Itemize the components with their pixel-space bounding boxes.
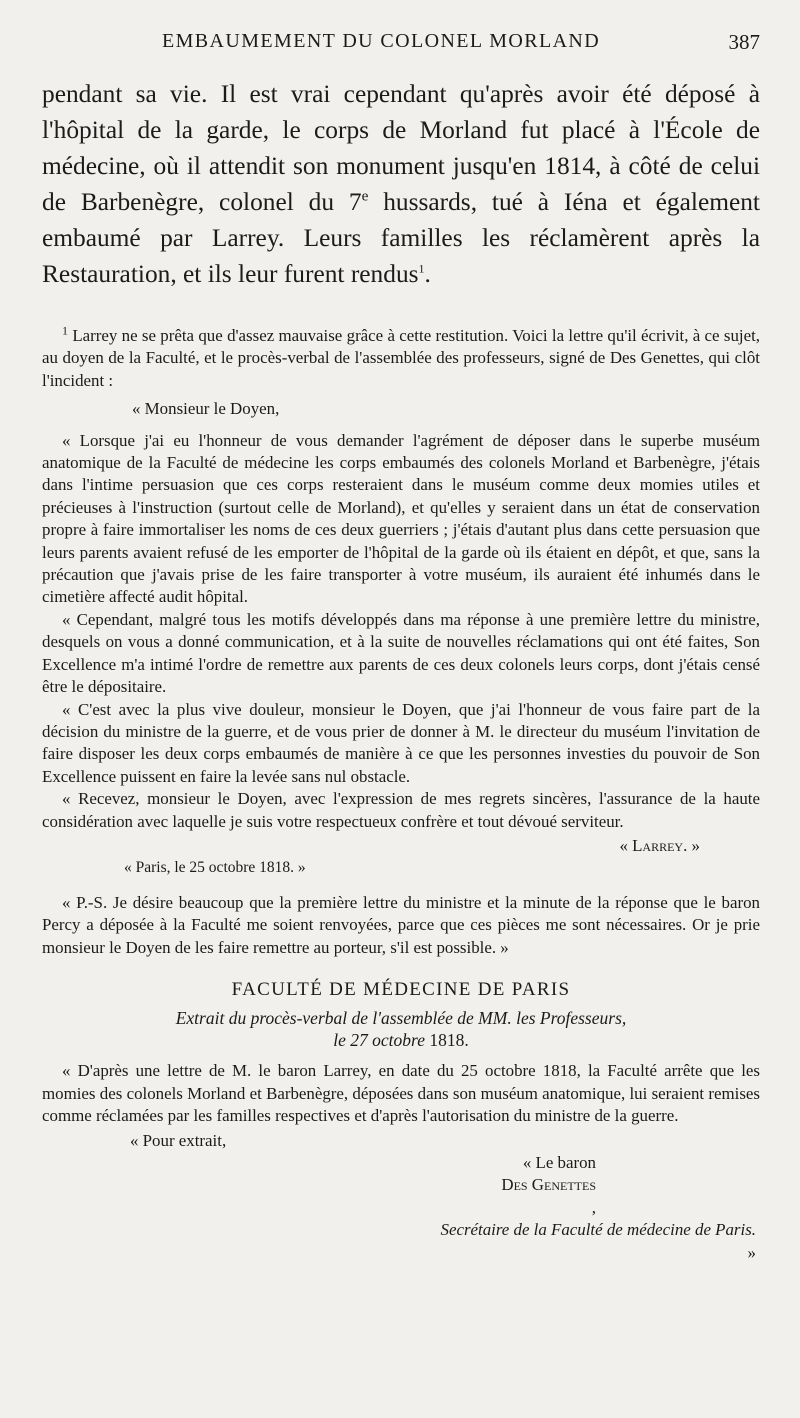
- main-text-part2: hussards, tué à Iéna et également embaumé par Larrey. Leurs familles les réclamèrent après la Restauration, et ils leur furent rendus: [42, 188, 760, 289]
- signature-name: Larrey: [632, 835, 684, 855]
- closing-title-line: [42, 1219, 756, 1264]
- extract-title-line1: Extrait du procès-verbal de l'assemblée de MM. les Professeurs,: [175, 1008, 627, 1029]
- footnote-intro-text: Larrey ne se prêta que d'assez mauvaise grâce à cette restitution. Voici la lettre qu'il écrivit, à ce sujet, au doyen de la Faculté, et le procès-verbal de l'assemblée des professeurs, signé de Des Genettes, qui clôt l'incident :: [42, 326, 760, 390]
- letter-dateline: « Paris, le 25 octobre 1818. »: [124, 859, 306, 877]
- letter-signature: [42, 835, 760, 857]
- extract-title: [42, 1007, 760, 1051]
- footnote-marker: 1: [62, 323, 68, 338]
- letter-paragraph: « Cependant, malgré tous les motifs développés dans ma réponse à une première lettre du ministre, desquels on vous a donné communication, et à la suite de nouvelles réclamations qui ont été faites, Son Excellence m'a intimé l'ordre de remettre aux parents de ces deux colonels leurs corps, dont j'étais censé être le dépositaire.: [42, 609, 760, 697]
- closing-signature: [42, 1152, 760, 1264]
- extract-title-line2: [42, 1029, 760, 1051]
- signature-open: «: [619, 835, 633, 855]
- letter-paragraph: « C'est avec la plus vive douleur, monsieur le Doyen, que j'ai l'honneur de vous faire part de la décision du ministre de la guerre, et de vous prier de donner à M. le directeur du muséum l'invitation de faire disposer les deux corps embaumés de manière à ce que les personnes investies du pouvoir de Son Excellence puissent en faire la levée sans nul obstacle.: [42, 699, 760, 786]
- extract-date-year: 1818.: [424, 1030, 469, 1051]
- closing-title: Secrétaire de la Faculté de médecine de Paris.: [440, 1220, 756, 1240]
- running-header: [42, 30, 760, 60]
- page-number: 387: [728, 30, 760, 54]
- closing-name: Des Genettes: [501, 1175, 596, 1195]
- ordinal-suffix: e: [361, 187, 369, 205]
- letter-salutation: « Monsieur le Doyen,: [132, 399, 280, 419]
- letter-paragraph: « Recevez, monsieur le Doyen, avec l'expression de mes regrets sincères, l'assurance de la haute considération avec laquelle je suis votre respectueux confrère et tout dévoué serviteur.: [42, 789, 760, 831]
- signature-close: . »: [683, 835, 700, 855]
- closing-name-line: [42, 1152, 756, 1219]
- closing-end: »: [747, 1242, 756, 1262]
- footnote-reference[interactable]: 1: [418, 262, 425, 276]
- footnote-block: [42, 325, 760, 1264]
- closing-comma: ,: [591, 1197, 596, 1217]
- main-text-part1: pendant sa vie. Il est vrai cependant qu'après avoir été déposé à l'hôpital de la garde, le corps de Morland fut placé à l'École de médecine, où il attendit son monument jusqu'en 1814, à côté de celui de Barbenègre, colonel du 7: [42, 80, 760, 217]
- main-paragraph: [42, 76, 760, 293]
- footnote-intro: [42, 325, 760, 392]
- pour-extrait: « Pour extrait,: [130, 1130, 227, 1150]
- postscript: « P.-S. Je désire beaucoup que la première lettre du ministre et la minute de la réponse que le baron Percy a déposée à la Faculté me soient renvoyées, parce que ces pièces me sont nécessaires. Or je prie monsieur le Doyen de les faire remettre au porteur, s'il est possible. »: [42, 892, 760, 957]
- letter-paragraph: « Lorsque j'ai eu l'honneur de vous demander l'agrément de déposer dans le superbe muséum anatomique de la Faculté de médecine les corps embaumés des colonels Morland et Barbenègre, j'étais dans l'intime persuasion que ces corps resteraient dans le muséum comme deux momies utiles et précieuses à l'instruction (surtout celle de Morland), et qu'elles y seraient dans un état de conservation propre à faire immortaliser les noms de ces deux guerriers ; j'étais d'autant plus dans cette persuasion que leurs parents avaient refusé de les emporter de l'hôpital de la garde où ils étaient en dépôt, et que, sans la précaution que j'avais prise de les faire transporter à votre muséum, ils auraient été inhumés dans le cimetière affecté audit hôpital.: [42, 430, 760, 607]
- closing-open: « Le baron: [522, 1153, 596, 1172]
- running-title: EMBAUMEMENT DU COLONEL MORLAND: [162, 30, 601, 52]
- main-text-final: .: [424, 260, 431, 289]
- faculty-heading: FACULTÉ DE MÉDECINE DE PARIS: [231, 978, 571, 1000]
- extract-date-italic: le 27 octobre: [333, 1030, 425, 1051]
- extract-paragraph: « D'après une lettre de M. le baron Larrey, en date du 25 octobre 1818, la Faculté arrête que les momies des colonels Morland et Barbenègre, déposées dans son muséum anatomique, lui seraient remises comme réclamées par les familles respectives et d'après l'autorisation du ministre de la guerre.: [42, 1061, 760, 1126]
